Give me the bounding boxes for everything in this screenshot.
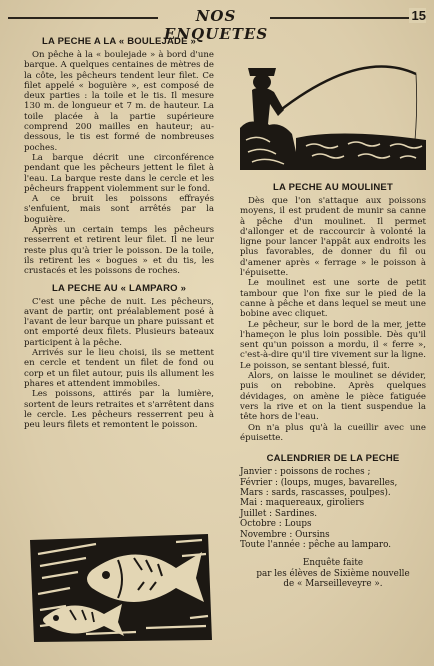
fishing-rod-icon <box>278 66 416 112</box>
signature-line: de « Marseilleveyre ». <box>283 579 383 590</box>
header-rule-right <box>270 17 412 19</box>
calendar-row: Février : (loups, muges, bavarelles, <box>240 477 398 488</box>
moulinet-paragraph: On n'a plus qu'à la cueillir avec une épuisette. <box>240 422 426 443</box>
header-rule-left <box>8 17 158 19</box>
signature-line: Enquête faite <box>302 558 364 569</box>
calendar-row: Octobre : Loups <box>240 519 312 530</box>
calendar-list <box>240 467 426 550</box>
calendar-row: Mars : sards, rascasses, poulpes). <box>240 487 391 498</box>
boulejade-title: LA PECHE A LA « BOULEJADE » <box>42 36 196 47</box>
calendrier-title: CALENDRIER DE LA PECHE <box>266 453 400 465</box>
moulinet-title: LA PECHE AU MOULINET <box>273 182 393 193</box>
fish-woodcut-illustration <box>26 530 216 646</box>
boulejade-paragraph: A ce bruit les poissons effrayés s'enfuient, mais sont arrêtés par la boguière. <box>24 194 214 225</box>
signature-line: par les élèves de Sixième nouvelle <box>256 568 410 579</box>
lamparo-paragraph: Arrivés sur le lieu choisi, ils se mettent en cercle et tendent un filet de fond ou corp et un filet autour, puis ils allument les phares et attendent immobiles. <box>24 348 214 389</box>
signature <box>240 558 426 589</box>
boulejade-paragraph: La barque décrit une circonférence pendant que les pêcheurs jettent le filet à l'eau. La barque reste dans le cercle et les pêcheurs frappent violemment sur le fond. <box>24 152 214 194</box>
left-column <box>24 36 214 430</box>
calendar-row: Janvier : poissons de roches ; <box>240 467 371 478</box>
right-column <box>240 182 426 590</box>
section-title: NOS ENQUETES <box>164 7 269 43</box>
angler-woodcut-illustration <box>240 54 426 170</box>
calendar-row: Juillet : Sardines. <box>240 508 318 519</box>
lamparo-title: LA PECHE AU « LAMPARO » <box>51 282 187 294</box>
rock-icon <box>240 121 300 170</box>
moulinet-paragraph: Le pêcheur, sur le bord de la mer, jette l'hameçon le plus loin possible. Dès qu'il sent qu'un poisson a mordu, il « ferre », c'est-à-dire qu'il tire vivement sur la ligne. Le poisson, se sentant blessé, fuit. <box>240 319 426 371</box>
moulinet-paragraph: Dès que l'on s'attaque aux poissons moyens, il est prudent de munir sa canne à pêche d'un moulinet. Il permet d'allonger et de raccourcir à volonté la ligne pour lancer l'appât aux endroits les plus favorables, de donner du fil ou d'amener après « ferrage » le poisson à l'épuisette. <box>240 196 426 279</box>
moulinet-paragraph: Alors, on laisse le moulinet se dévider, puis on rebobine. Après quelques dévidages, on amène le pièce fatiguée vers la rive et on la tient suspendue la tête hors de l'eau. <box>240 371 426 423</box>
calendar-row: Mai : maquereaux, giroliers <box>240 498 365 509</box>
moulinet-paragraph: Le moulinet est une sorte de petit tambour que l'on fixe sur le pied de la canne à pêche et dans lequel se meut une bobine avec cliquet. <box>240 278 426 320</box>
calendar-row: Toute l'année : pêche au lamparo. <box>240 539 392 550</box>
page-number: 15 <box>409 8 426 23</box>
boulejade-paragraph: On pêche à la « boulejade » à bord d'une barque. A quelques centaines de mètres de la côte, les pêcheurs tendent leur filet. Ce filet appelé « boguière », est composé de deux parties : la toile et le tis. Il mesure 130 m. de longueur et 7 m. de hauteur. La toile placée à la partie supérieure comprend 200 mailles en hauteur; au-dessous, le tis est formé de nombreuses poches. <box>24 50 214 153</box>
lamparo-paragraph: Les poissons, attirés par la lumière, sortent de leurs retraites et s'arrêtent dans le cercle. Les pêcheurs resserrent peu à peu leurs filets et remontent le poisson. <box>24 389 214 431</box>
sea-icon <box>296 133 426 170</box>
calendar-row: Novembre : Oursins <box>240 529 330 540</box>
lamparo-paragraph: C'est une pêche de nuit. Les pêcheurs, avant de partir, ont préalablement posé à l'avant de leur barque un phare puissant et ont emporté deux filets. Plusieurs bateaux participent à la pêche. <box>24 296 214 348</box>
boulejade-paragraph: Après un certain temps les pêcheurs resserrent et retirent leur filet. Il ne leur reste plus qu'à trier le poisson. De la toile, ils retirent les « bogues » et du tis, les crustacés et les poissons de roches. <box>24 225 214 277</box>
